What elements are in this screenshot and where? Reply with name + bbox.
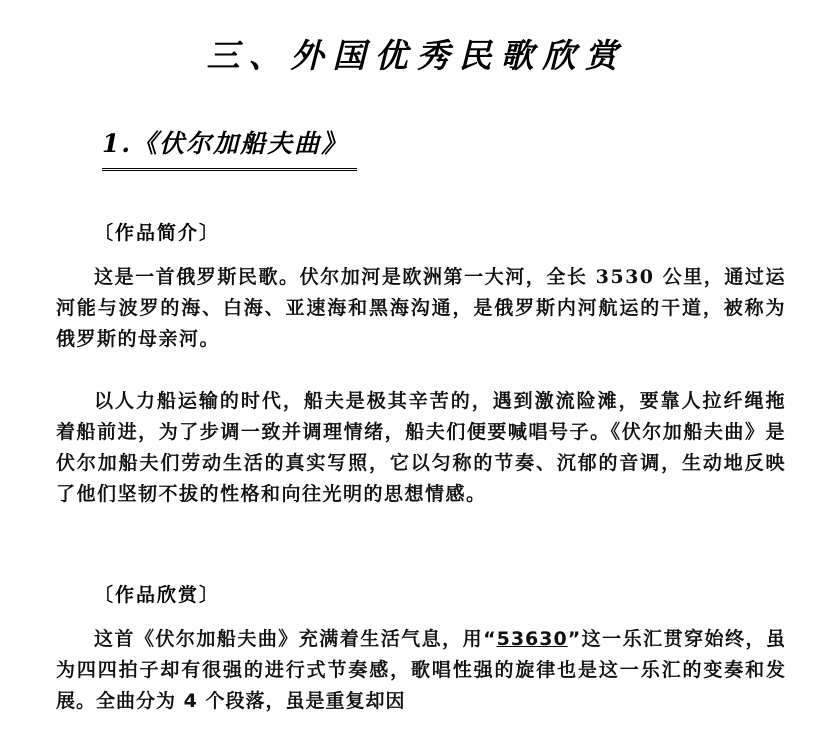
appreciation-text-start: 这首《伏尔加船夫曲》充满着生活气息，用“ xyxy=(94,628,497,650)
section-label-appreciation: 〔作品欣赏〕 xyxy=(94,584,221,606)
title-underline xyxy=(102,168,357,171)
intro-paragraph-2: 以人力船运输的时代，船夫是极其辛苦的，遇到激流险滩，要靠人拉纤绳拖着船前进，为了步调一致并调理情绪，船夫们便要喊唱号子。《伏尔加船夫曲》是伏尔加船夫们劳动生活的真实写照，它以匀称的节奏、沉郁的音调，生动地反映了他们坚韧不拔的性格和向往光明的思想情感。 xyxy=(56,390,786,505)
appreciation-paragraph xyxy=(56,624,786,717)
intro-paragraph-1: 这是一首俄罗斯民歌。伏尔加河是欧洲第一大河，全长 3530 公里，通过运河能与波罗的海、白海、亚速海和黑海沟通，是俄罗斯内河航运的干道，被称为俄罗斯的母亲河。 xyxy=(56,266,786,350)
appreciation-text-rest: ”这一乐汇贯穿始终，虽为四四拍子却有很强的进行式节奏感，歌唱性强的旋律也是这一乐汇的变奏和发展。全曲分为 4 个段落，虽是重复却因 xyxy=(56,628,786,712)
page-title: 三、外国优秀民歌欣赏 xyxy=(206,36,627,75)
motif-number: 53630 xyxy=(496,628,568,650)
song-title: 1.《伏尔加船夫曲》 xyxy=(102,129,349,158)
song-heading xyxy=(102,124,348,160)
section-label-intro: 〔作品简介〕 xyxy=(94,222,221,244)
